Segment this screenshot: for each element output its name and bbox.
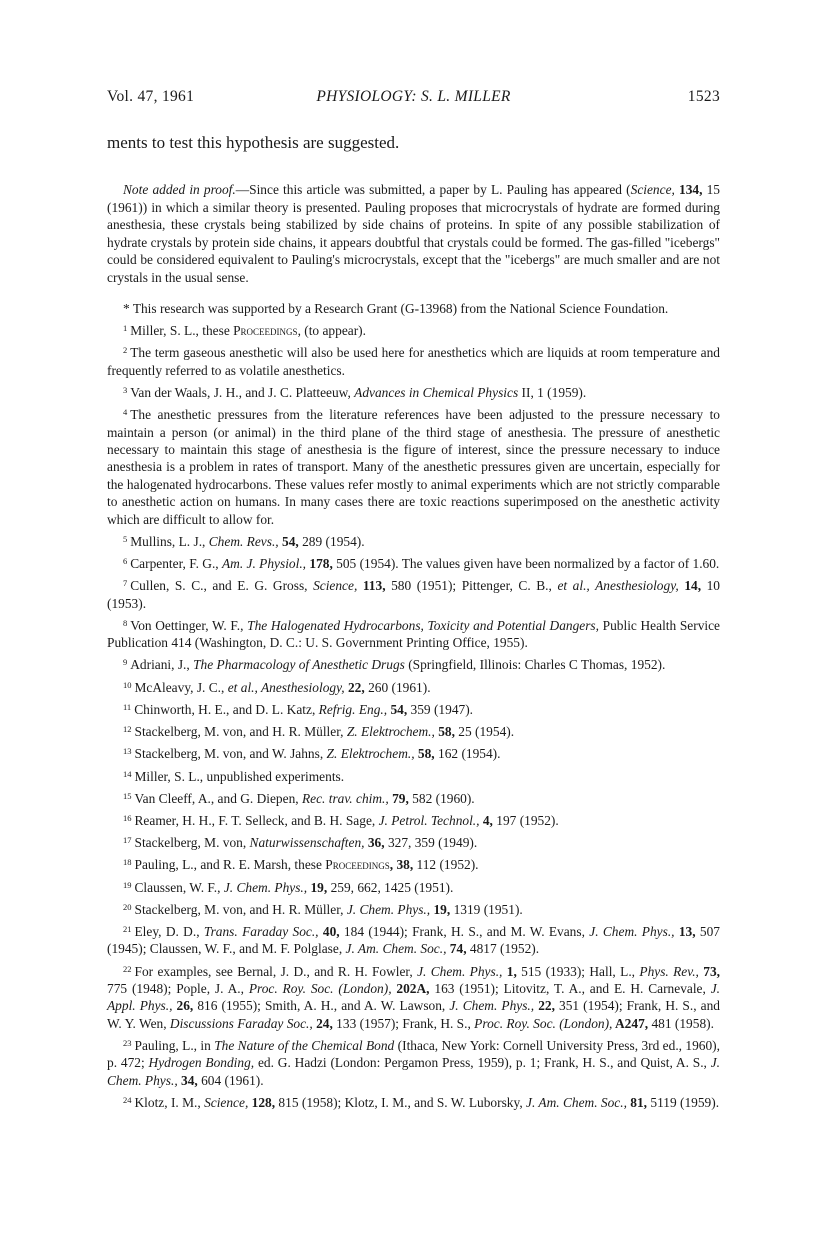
footnote-15: $^{15}$ Van Cleeff, A., and G. Diepen, Rec. trav. chim., 79, 582 (1960). xyxy=(123,790,475,806)
footnote-11: $^{11}$ Chinworth, H. E., and D. L. Katz, Refrig. Eng., 54, 359 (1947). xyxy=(123,701,474,717)
footnote-8: $^8$ Von Oettinger, W. F., The Halogenated Hydrocarbons, Toxicity and Potential Dangers, Public Health Service Publication 414 (Washington, D. C.: U. S. Government Printing Office, 1955). xyxy=(107,617,720,651)
volume-label: Vol. 47, 1961 xyxy=(107,88,195,105)
running-title: PHYSIOLOGY: S. L. MILLER xyxy=(316,88,511,105)
footnote-20: $^{20}$ Stackelberg, M. von, and H. R. Müller, J. Chem. Phys., 19, 1319 (1951). xyxy=(123,901,523,917)
footnote-17: $^{17}$ Stackelberg, M. von, Naturwissenschaften, 36, 327, 359 (1949). xyxy=(123,835,478,851)
footnote-2: $^2$ The term gaseous anesthetic will also be used here for anesthetics which are liquids at room temperature and frequently referred to as volatile anesthetics. xyxy=(107,345,720,378)
footnote-13: $^{13}$ Stackelberg, M. von, and W. Jahns, Z. Elektrochem., 58, 162 (1954). xyxy=(123,746,501,762)
footnote-9: $^9$ Adriani, J., The Pharmacology of Anesthetic Drugs (Springfield, Illinois: Charles C Thomas, 1952). xyxy=(123,657,666,673)
note-label: Note added in proof. xyxy=(123,182,236,197)
footnote-23: $^{23}$ Pauling, L., in The Nature of the Chemical Bond (Ithaca, New York: Cornell University Press, 3rd ed., 1960), p. 472; Hydrogen Bonding, ed. G. Hadzi (London: Pergamon Press, 1959), p. 1; Frank, H. S., and Quist, A. S., J. Chem. Phys., 34, 604 (1961). xyxy=(107,1037,721,1088)
page-number: 1523 xyxy=(687,88,720,105)
running-header xyxy=(107,88,720,110)
footnote-3: $^3$ Van der Waals, J. H., and J. C. Platteeuw, Advances in Chemical Physics II, 1 (1959). xyxy=(123,385,587,401)
footnote-19: $^{19}$ Claussen, W. F., J. Chem. Phys., 19, 259, 662, 1425 (1951). xyxy=(123,879,454,895)
note-added-in-proof: Note added in proof.—Since this article was submitted, a paper by L. Pauling has appeared (Science, 134, 15 (1961)) in which a similar theory is presented. Pauling proposes that microcrystals of hydrate are formed during anesthesia, these crystals being stabilized by side chains of proteins. In spite of any possible stabilization of hydrate crystals by protein side chains, it appears doubtful that crystals could be formed. The gas-filled "icebergs" could be considered equivalent to Pauling's microcrystals, except that the "icebergs" are much smaller and are not crystals in the usual sense. xyxy=(107,182,720,285)
footnote-16: $^{16}$ Reamer, H. H., F. T. Selleck, and B. H. Sage, J. Petrol. Technol., 4, 197 (1952). xyxy=(123,812,559,828)
footnotes xyxy=(107,300,720,1114)
footnote-14: $^{14}$ Miller, S. L., unpublished experiments. xyxy=(123,768,345,784)
footnote-18: $^{18}$ Pauling, L., and R. E. Marsh, these Proceedings, 38, 112 (1952). xyxy=(123,857,479,873)
footnote-22: $^{22}$ For examples, see Bernal, J. D., and R. H. Fowler, J. Chem. Phys., 1, 515 (1933); Hall, L., Phys. Rev., 73, 775 (1948); Pople, J. A., Proc. Roy. Soc. (London), 202A, 163 (1951); Litovitz, T. A., and E. H. Carnevale, J. Appl. Phys., 26, 816 (1955); Smith, A. H., and A. W. Lawson, J. Chem. Phys., 22, 351 (1954); Frank, H. S., and W. Y. Wen, Discussions Faraday Soc., 24, 133 (1957); Frank, H. S., Proc. Roy. Soc. (London), A247, 481 (1958). xyxy=(107,963,721,1031)
footnote-6: $^6$ Carpenter, F. G., Am. J. Physiol., 178, 505 (1954). The values given have been normalized by a factor of 1.60. xyxy=(123,556,720,572)
footnote-10: $^{10}$ McAleavy, J. C., et al., Anesthesiology, 22, 260 (1961). xyxy=(123,679,431,695)
footnote-5: $^5$ Mullins, L. J., Chem. Revs., 54, 289 (1954). xyxy=(123,533,365,549)
lead-text: ments to test this hypothesis are suggested. xyxy=(107,133,400,152)
footnote-12: $^{12}$ Stackelberg, M. von, and H. R. Müller, Z. Elektrochem., 58, 25 (1954). xyxy=(123,724,515,740)
footnote-1: $^1$ Miller, S. L., these Proceedings, (to appear). xyxy=(123,323,366,339)
footnote-4: $^4$ The anesthetic pressures from the literature references have been adjusted to the pressure necessary to maintain a person (or animal) in the third plane of the third stage of anesthesia. The pressure of anesthetic necessary to maintain this stage of anesthesia is the figure of interest, since the pressure necessary to induce anesthesia is a problem in rates of transport. Many of the anesthetic pressures given are uncertain, especially for the halogenated hydrocarbons. These values refer mostly to animal experiments which are not strictly comparable to anesthetic action on humans. In many cases there are toxic reactions superimposed on the anesthetic activity which are difficult to allow for. xyxy=(107,407,720,527)
footnote-star: * This research was supported by a Research Grant (G-13968) from the National Science Foundation. xyxy=(123,301,669,316)
footnote-21: $^{21}$ Eley, D. D., Trans. Faraday Soc., 40, 184 (1944); Frank, H. S., and M. W. Evans, J. Chem. Phys., 13, 507 (1945); Claussen, W. F., and M. F. Polglase, J. Am. Chem. Soc., 74, 4817 (1952). xyxy=(107,923,720,957)
footnote-7: $^7$ Cullen, S. C., and E. G. Gross, Science, 113, 580 (1951); Pittenger, C. B., et al., Anesthesiology, 14, 10 (1953). xyxy=(107,578,721,611)
footnote-24: $^{24}$ Klotz, I. M., Science, 128, 815 (1958); Klotz, I. M., and S. W. Luborsky, J. Am. Chem. Soc., 81, 5119 (1959). xyxy=(123,1094,720,1110)
